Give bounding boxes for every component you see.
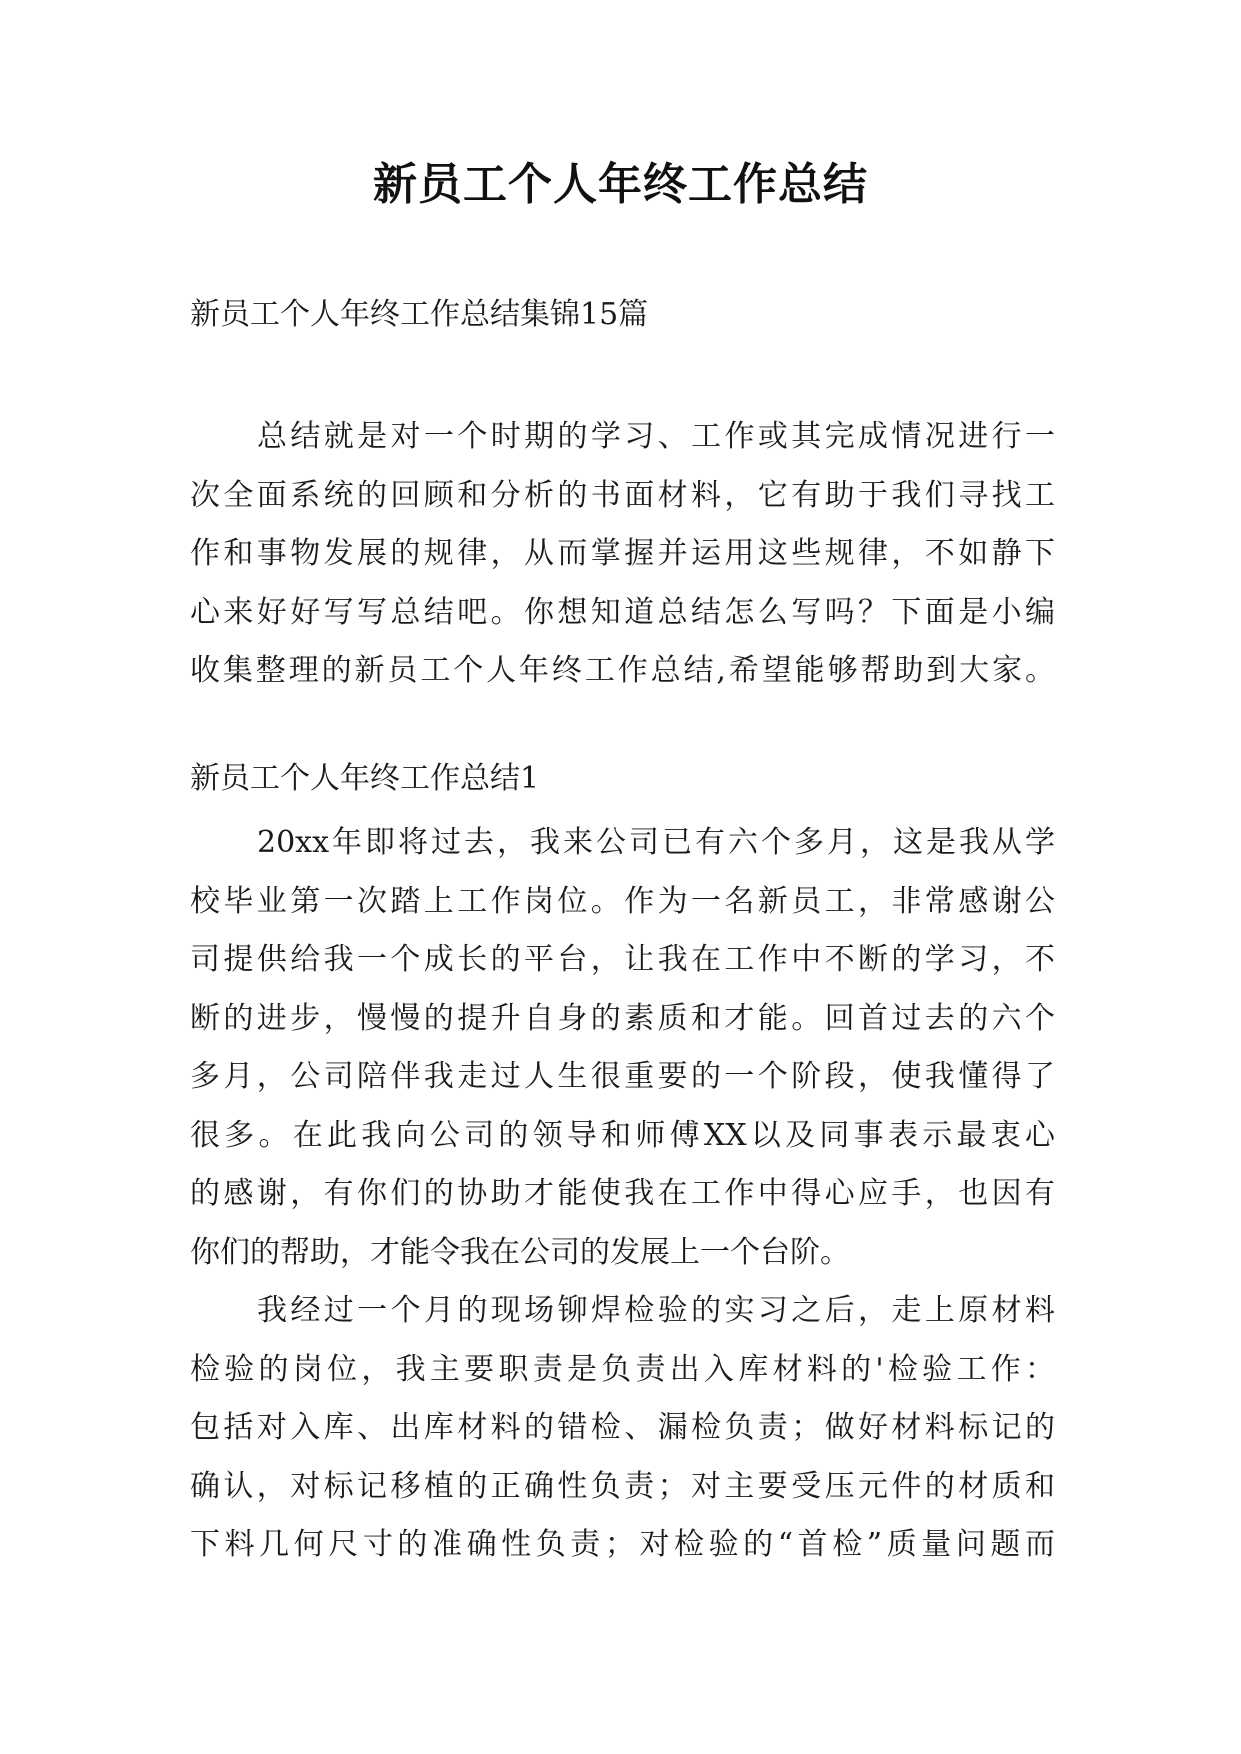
intro-paragraph <box>190 408 1055 701</box>
text-line: 多月，公司陪伴我走过人生很重要的一个阶段，使我懂得了 <box>190 1059 1055 1094</box>
section1-paragraph-1 <box>190 814 1055 1282</box>
text-line: 收集整理的新员工个人年终工作总结,希望能够帮助到大家。 <box>190 653 1055 688</box>
document-subtitle: 新员工个人年终工作总结集锦15篇 <box>190 297 649 332</box>
document-title: 新员工个人年终工作总结 <box>373 159 868 210</box>
text-line: 下料几何尺寸的准确性负责；对检验的“首检”质量问题而 <box>190 1527 1055 1562</box>
text-line: 总结就是对一个时期的学习、工作或其完成情况进行一 <box>257 419 1055 454</box>
text-line: 校毕业第一次踏上工作岗位。作为一名新员工，非常感谢公 <box>190 883 1055 919</box>
text-line: 检验的岗位，我主要职责是负责出入库材料的'检验工作： <box>190 1351 1055 1387</box>
text-line: 20xx年即将过去，我来公司已有六个多月，这是我从学 <box>257 825 1055 860</box>
text-line: 包括对入库、出库材料的错检、漏检负责；做好材料标记的 <box>190 1410 1055 1445</box>
section-heading: 新员工个人年终工作总结1 <box>190 761 540 796</box>
text-line: 作和事物发展的规律，从而掌握并运用这些规律，不如静下 <box>190 536 1055 571</box>
text-line: 你们的帮助，才能令我在公司的发展上一个台阶。 <box>190 1234 850 1270</box>
text-line: 我经过一个月的现场铆焊检验的实习之后，走上原材料 <box>257 1293 1055 1328</box>
text-line: 次全面系统的回顾和分析的书面材料，它有助于我们寻找工 <box>190 477 1055 513</box>
section1-paragraph-2 <box>190 1282 1055 1575</box>
text-line: 心来好好写写总结吧。你想知道总结怎么写吗？下面是小编 <box>190 594 1055 630</box>
text-line: 很多。在此我向公司的领导和师傅XX以及同事表示最衷心 <box>190 1117 1055 1153</box>
text-line: 断的进步，慢慢的提升自身的素质和才能。回首过去的六个 <box>190 1000 1055 1036</box>
text-line: 司提供给我一个成长的平台，让我在工作中不断的学习，不 <box>190 942 1055 977</box>
text-line: 的感谢，有你们的协助才能使我在工作中得心应手，也因有 <box>190 1176 1055 1211</box>
text-line: 确认，对标记移植的正确性负责；对主要受压元件的材质和 <box>190 1468 1055 1504</box>
